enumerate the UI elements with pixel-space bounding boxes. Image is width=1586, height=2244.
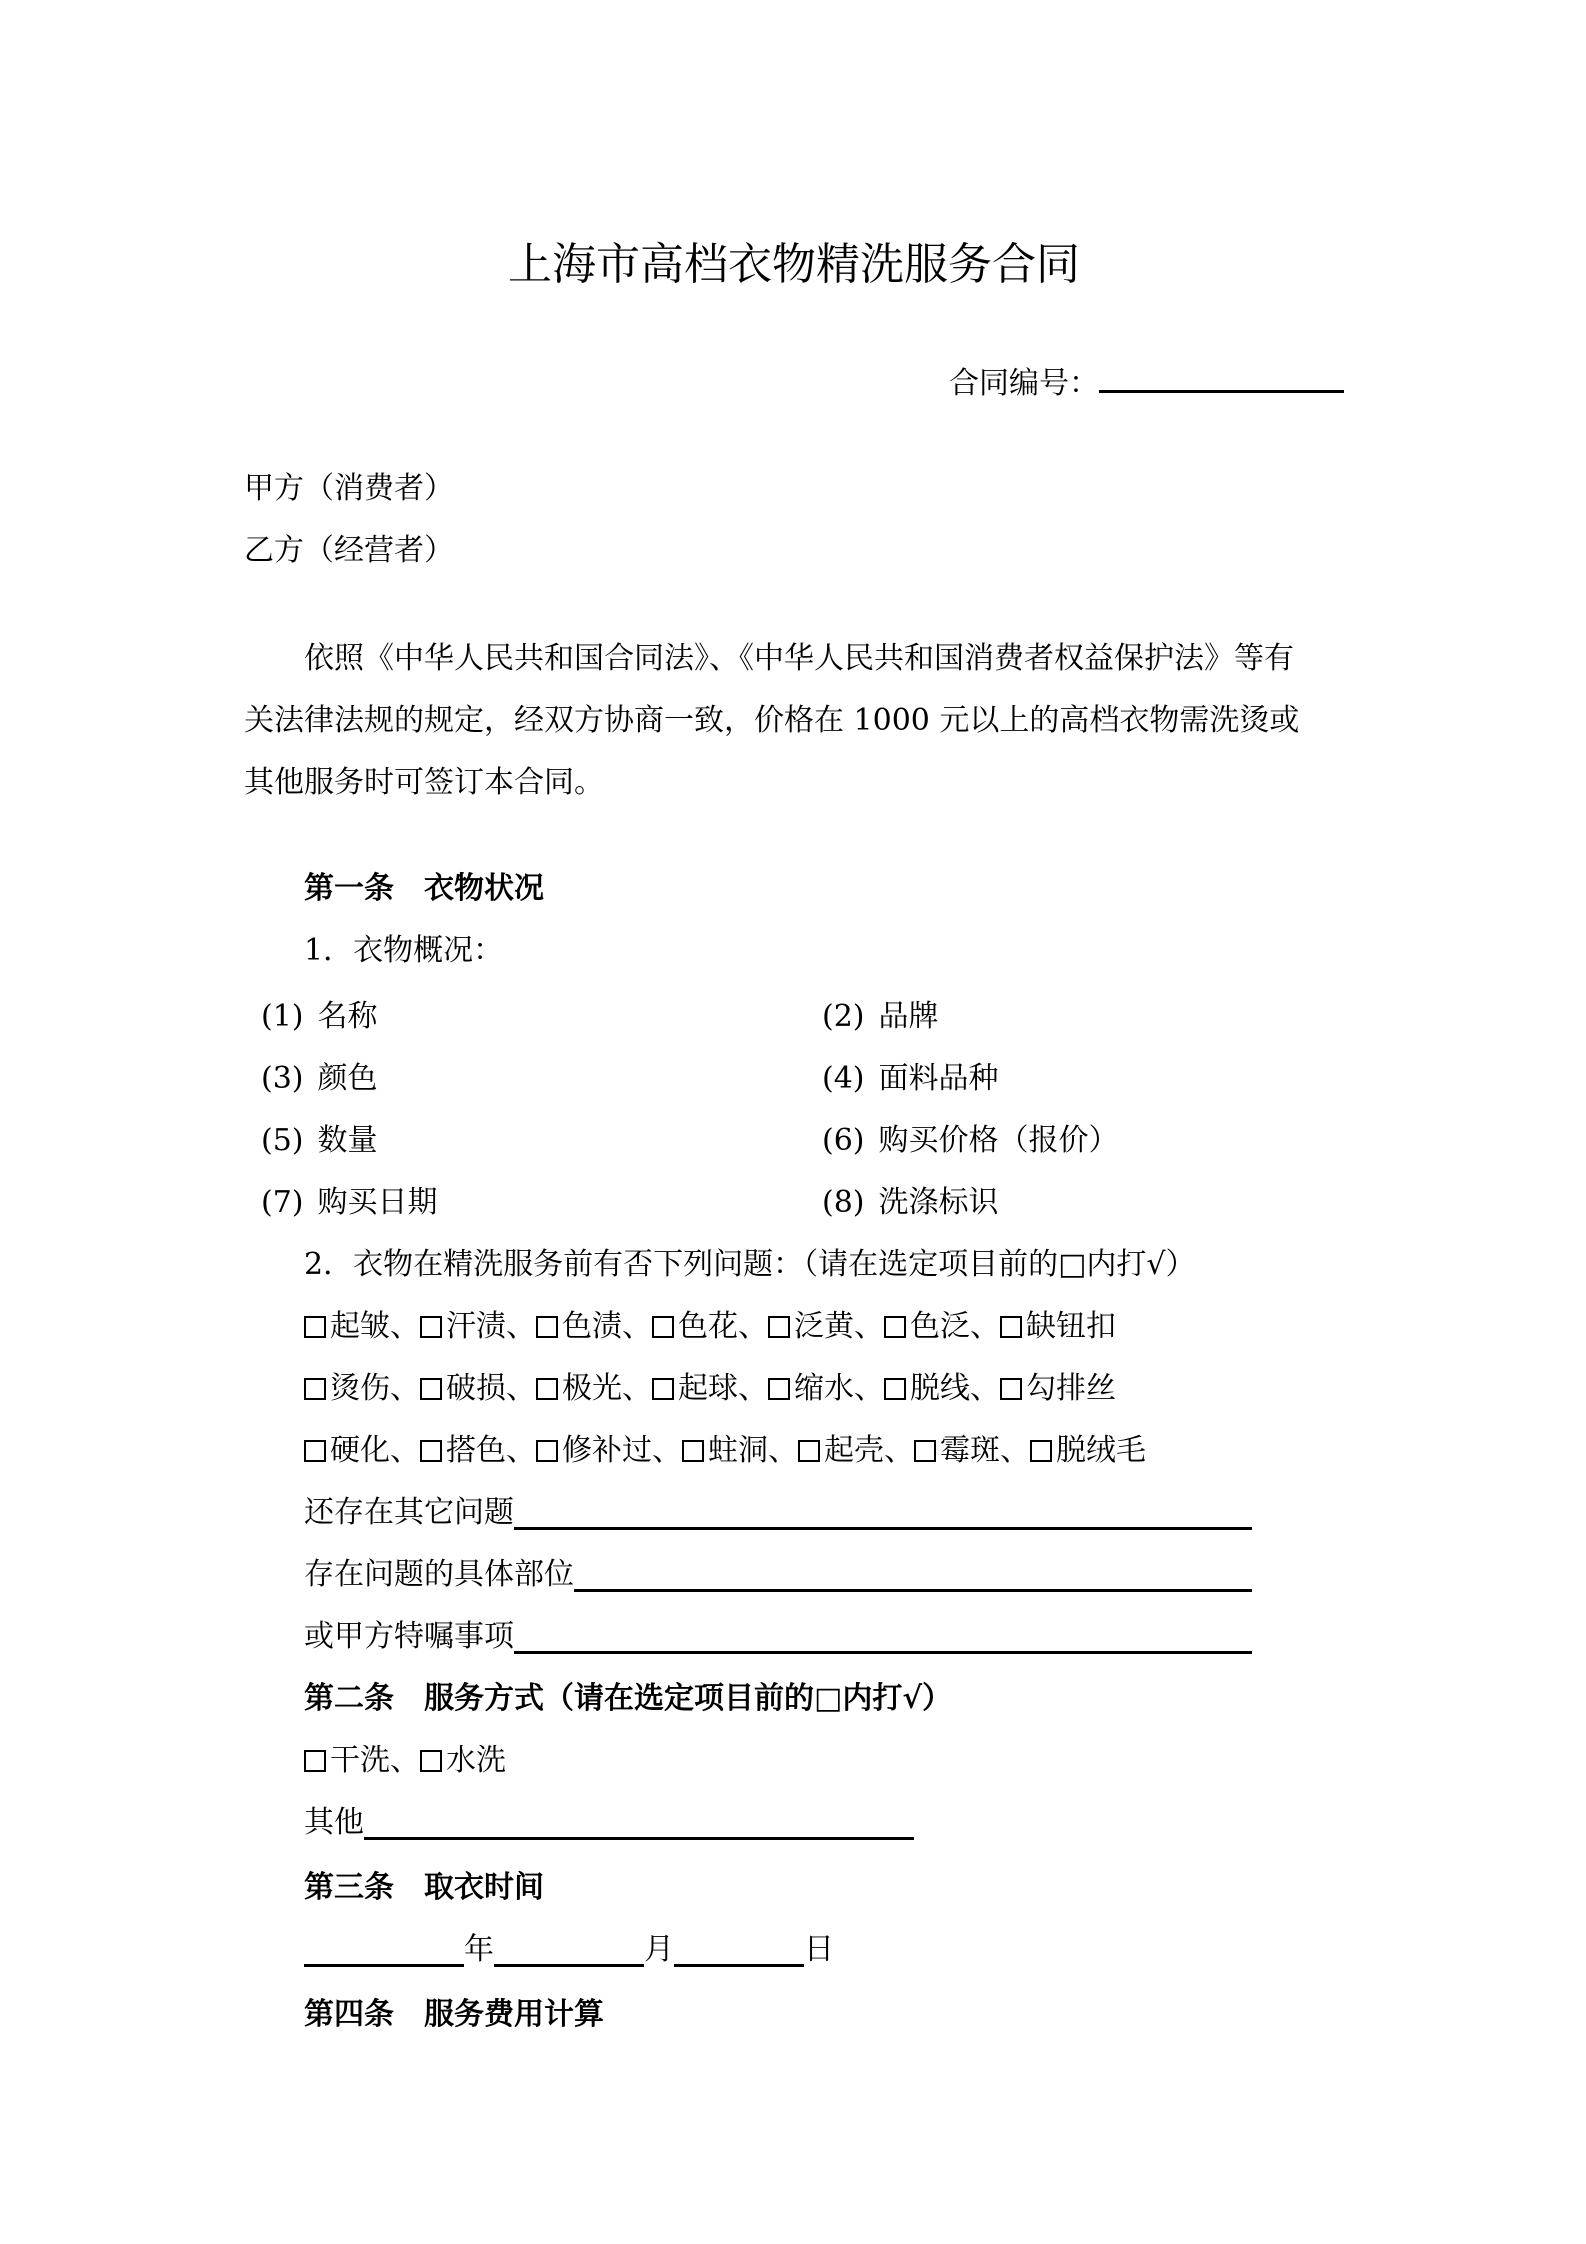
option-label: 搭色 [446, 1433, 506, 1468]
checkbox[interactable] [420, 1378, 442, 1400]
checkbox[interactable] [652, 1316, 674, 1338]
day-blank[interactable] [674, 1921, 804, 1967]
service-option [420, 1743, 506, 1778]
checkbox[interactable] [798, 1440, 820, 1462]
option-label: 蛀洞 [708, 1433, 768, 1468]
overview-item [822, 1048, 1344, 1110]
option-label: 起球 [678, 1371, 738, 1406]
problem-location-line [304, 1544, 1252, 1606]
option-label: 水洗 [446, 1743, 506, 1778]
overview-item-label: 洗涤标识 [878, 1185, 999, 1220]
other-service-blank[interactable] [364, 1794, 914, 1840]
overview-item-number: (2) [822, 999, 865, 1034]
option-label: 缺钮扣 [1026, 1309, 1116, 1344]
option-label: 霉斑 [940, 1433, 1000, 1468]
article1-heading: 第一条 衣物状况 [304, 871, 544, 906]
preamble-paragraph [244, 628, 1344, 814]
checkbox[interactable] [1030, 1440, 1052, 1462]
day-label: 日 [804, 1932, 834, 1967]
problem-options-row: 烫伤、 破损、 极光、 起球、 缩水、 脱线、 勾排丝 [304, 1358, 1344, 1420]
checkbox[interactable] [304, 1750, 326, 1772]
problem-option [536, 1309, 622, 1344]
problem-options-row: 起皱、 汗渍、 色渍、 色花、 泛黄、 色泛、 缺钮扣 [304, 1296, 1344, 1358]
problem-option [420, 1309, 506, 1344]
problem-option [1000, 1309, 1116, 1344]
problem-option [536, 1371, 622, 1406]
article3-heading: 第三条 取衣时间 [304, 1870, 544, 1905]
overview-item-number: (1) [261, 999, 304, 1034]
problem-option [1030, 1433, 1146, 1468]
problem-option [682, 1433, 768, 1468]
overview-item-label: 颜色 [317, 1061, 378, 1096]
party-b-label: 乙方（经营者） [244, 533, 454, 568]
option-label: 泛黄 [794, 1309, 854, 1344]
problem-option [768, 1371, 854, 1406]
contract-number-blank[interactable] [1099, 347, 1344, 393]
checkbox[interactable] [1000, 1316, 1022, 1338]
preamble-line: 关法律法规的规定，经双方协商一致，价格在 1000 元以上的高档衣物需洗烫或 [244, 703, 1300, 738]
article2-heading: 第二条 服务方式（请在选定项目前的□内打√） [304, 1681, 953, 1716]
checkbox[interactable] [682, 1440, 704, 1462]
contract-number-line [244, 347, 1344, 415]
checkbox[interactable] [1000, 1378, 1022, 1400]
checkbox[interactable] [420, 1750, 442, 1772]
pickup-date-line [304, 1919, 1344, 1981]
other-service-label: 其他 [304, 1805, 364, 1840]
problem-option [652, 1309, 738, 1344]
problem-option [914, 1433, 1000, 1468]
problem-option [420, 1433, 506, 1468]
preamble-line: 其他服务时可签订本合同。 [244, 765, 604, 800]
overview-item-label: 名称 [317, 999, 378, 1034]
option-label: 修补过 [562, 1433, 652, 1468]
problem-option [798, 1433, 884, 1468]
overview-item [244, 1110, 822, 1172]
option-label: 脱绒毛 [1056, 1433, 1146, 1468]
option-label: 色花 [678, 1309, 738, 1344]
option-label: 烫伤 [330, 1371, 390, 1406]
problem-location-blank[interactable] [574, 1544, 1252, 1592]
checkbox[interactable] [536, 1378, 558, 1400]
other-problems-line [304, 1482, 1252, 1544]
checkbox[interactable] [536, 1316, 558, 1338]
overview-item-number: (3) [261, 1061, 304, 1096]
document-title: 上海市高档衣物精洗服务合同 [508, 239, 1080, 290]
service-options-line: 干洗、 水洗 [304, 1730, 1344, 1792]
month-label: 月 [644, 1932, 674, 1967]
checkbox[interactable] [768, 1316, 790, 1338]
problem-location-label: 存在问题的具体部位 [304, 1557, 574, 1592]
clothing-overview-title: 1．衣物概况： [304, 933, 504, 968]
document-content [244, 0, 1344, 2046]
problems-title: 2．衣物在精洗服务前有否下列问题：（请在选定项目前的□内打√） [304, 1247, 1196, 1282]
checkbox[interactable] [536, 1440, 558, 1462]
party-a-label: 甲方（消费者） [244, 471, 454, 506]
problem-option [420, 1371, 506, 1406]
checkbox[interactable] [420, 1440, 442, 1462]
clothing-overview-list [244, 986, 1344, 1234]
overview-item [244, 1048, 822, 1110]
problem-option [884, 1309, 970, 1344]
option-label: 干洗 [330, 1743, 390, 1778]
overview-row [244, 1110, 1344, 1172]
overview-row [244, 1172, 1344, 1234]
problem-option [536, 1433, 652, 1468]
overview-item [244, 986, 822, 1048]
year-blank[interactable] [304, 1921, 464, 1967]
other-problems-blank[interactable] [514, 1482, 1252, 1530]
problem-option [884, 1371, 970, 1406]
overview-item [822, 1110, 1344, 1172]
other-service-line [304, 1792, 1344, 1854]
option-label: 破损 [446, 1371, 506, 1406]
option-label: 起壳 [824, 1433, 884, 1468]
checkbox[interactable] [884, 1378, 906, 1400]
overview-item-label: 面料品种 [878, 1061, 999, 1096]
option-label: 硬化 [330, 1433, 390, 1468]
option-label: 汗渍 [446, 1309, 506, 1344]
problem-option [304, 1433, 390, 1468]
article4-heading: 第四条 服务费用计算 [304, 1997, 604, 2032]
checkbox[interactable] [914, 1440, 936, 1462]
option-label: 色泛 [910, 1309, 970, 1344]
overview-item-number: (6) [822, 1123, 865, 1158]
overview-item-number: (8) [822, 1185, 865, 1220]
problem-option [304, 1371, 390, 1406]
overview-item-label: 购买日期 [317, 1185, 438, 1220]
option-label: 脱线 [910, 1371, 970, 1406]
overview-item-label: 品牌 [878, 999, 939, 1034]
other-problems-label: 还存在其它问题 [304, 1495, 514, 1530]
special-instructions-blank[interactable] [514, 1606, 1252, 1654]
option-label: 缩水 [794, 1371, 854, 1406]
special-instructions-label: 或甲方特嘱事项 [304, 1619, 514, 1654]
year-label: 年 [464, 1932, 494, 1967]
checkbox[interactable] [768, 1378, 790, 1400]
overview-item-number: (5) [261, 1123, 304, 1158]
option-label: 起皱 [330, 1309, 390, 1344]
checkbox[interactable] [884, 1316, 906, 1338]
checkbox[interactable] [420, 1316, 442, 1338]
checkbox[interactable] [304, 1316, 326, 1338]
contract-number-label: 合同编号： [949, 366, 1099, 401]
overview-item-number: (7) [261, 1185, 304, 1220]
problem-option [652, 1371, 738, 1406]
checkbox[interactable] [652, 1378, 674, 1400]
month-blank[interactable] [494, 1921, 644, 1967]
checkbox[interactable] [304, 1440, 326, 1462]
checkbox[interactable] [304, 1378, 326, 1400]
special-instructions-line [304, 1606, 1252, 1668]
preamble-line: 依照《中华人民共和国合同法》、《中华人民共和国消费者权益保护法》等有 [304, 641, 1294, 676]
problem-option [768, 1309, 854, 1344]
service-option [304, 1743, 390, 1778]
problem-option [304, 1309, 390, 1344]
option-label: 色渍 [562, 1309, 622, 1344]
problem-options-row: 硬化、 搭色、 修补过、 蛀洞、 起壳、 霉斑、 脱绒毛 [304, 1420, 1344, 1482]
overview-item [822, 1172, 1344, 1234]
option-label: 极光 [562, 1371, 622, 1406]
overview-row [244, 1048, 1344, 1110]
overview-item [244, 1172, 822, 1234]
overview-item-number: (4) [822, 1061, 865, 1096]
problem-option [1000, 1371, 1116, 1406]
overview-item-label: 购买价格（报价） [878, 1123, 1119, 1158]
overview-item [822, 986, 1344, 1048]
overview-row [244, 986, 1344, 1048]
overview-item-label: 数量 [317, 1123, 378, 1158]
option-label: 勾排丝 [1026, 1371, 1116, 1406]
